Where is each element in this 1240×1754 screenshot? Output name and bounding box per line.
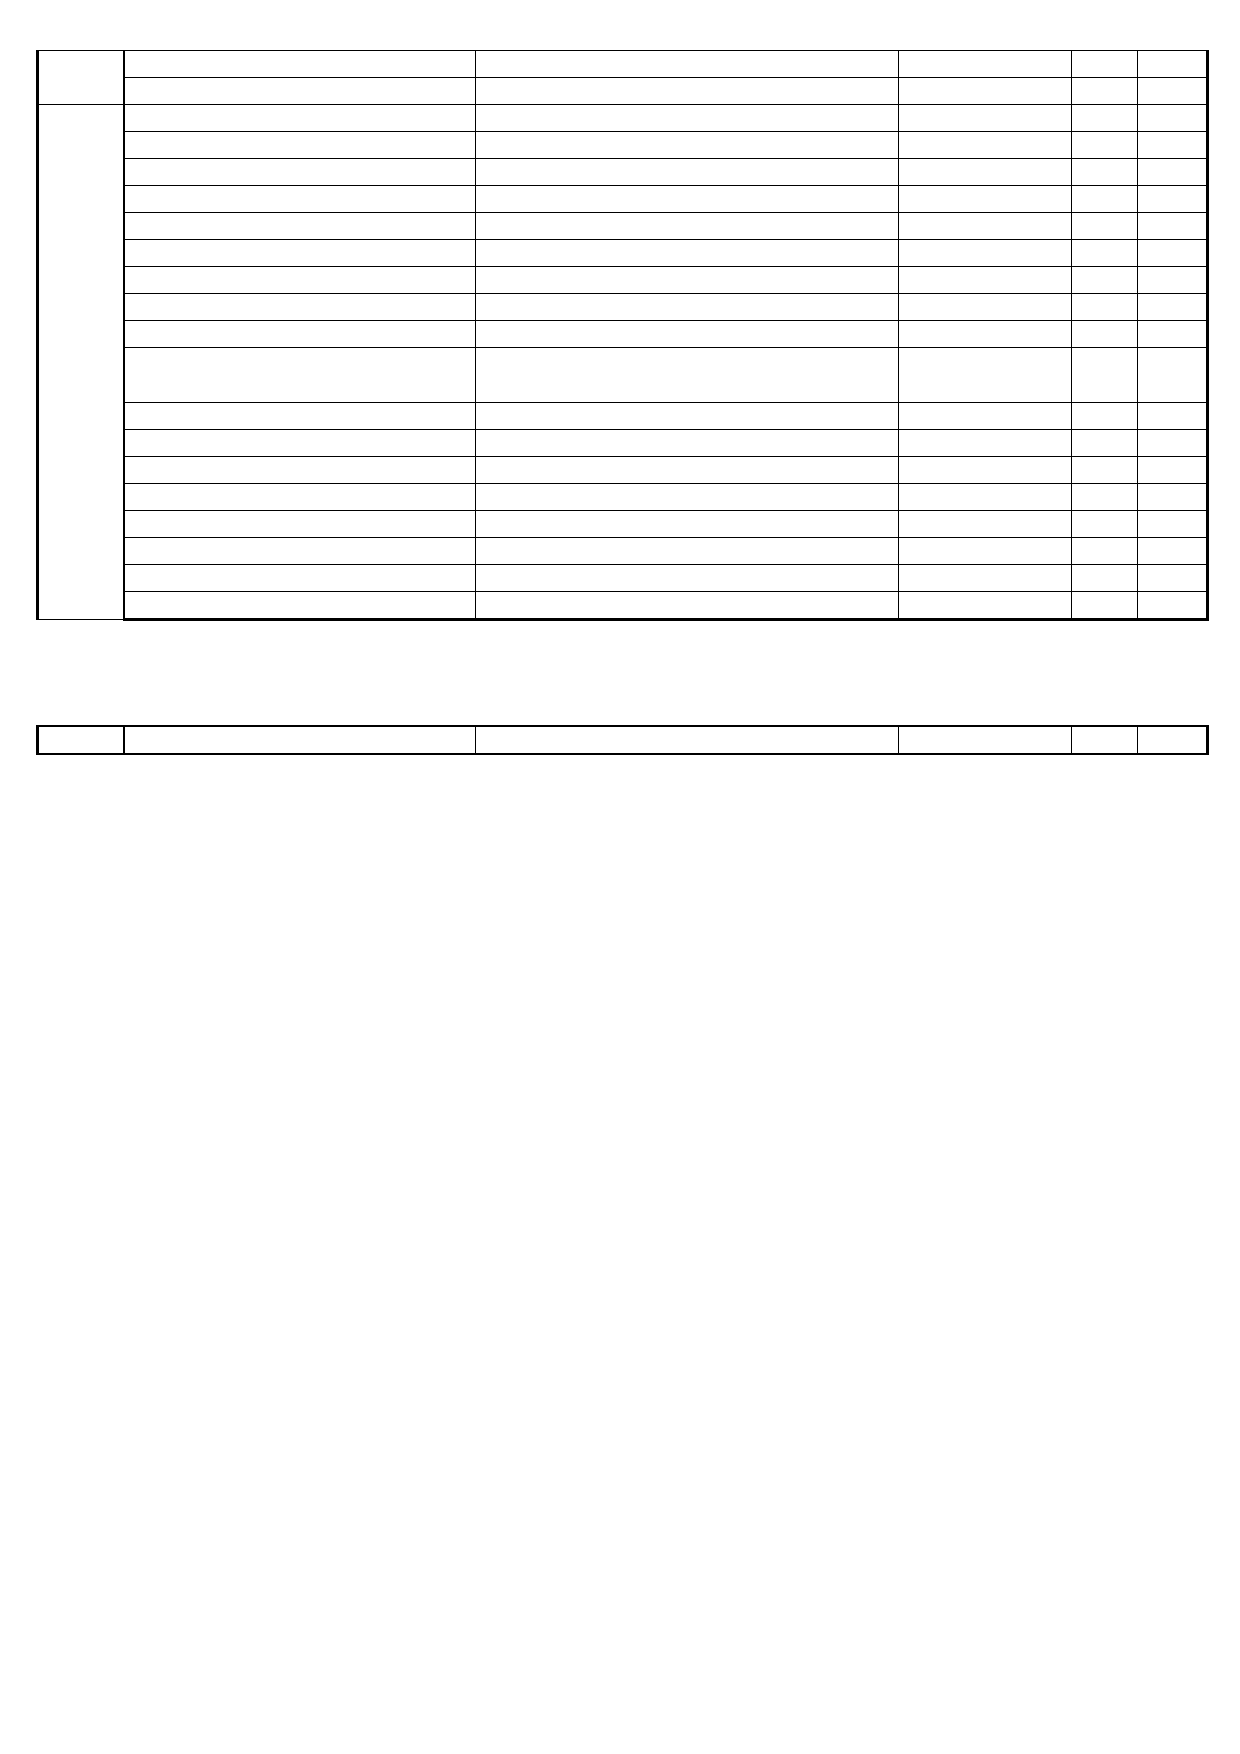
online-mark — [1138, 403, 1208, 430]
dealer-address — [476, 186, 899, 213]
dealer-address — [476, 538, 899, 565]
online-mark — [1138, 294, 1208, 321]
dealer-table-kaohsiung-east — [36, 725, 1209, 755]
dealer-phone — [899, 348, 1072, 403]
online-mark — [1138, 321, 1208, 348]
online-mark — [1138, 240, 1208, 267]
online-mark — [1138, 484, 1208, 511]
online-mark — [1138, 78, 1208, 105]
dealer-phone — [899, 105, 1072, 132]
dealer-name — [124, 592, 476, 620]
table-row — [38, 132, 1208, 159]
table-row — [38, 105, 1208, 132]
dealer-name — [124, 267, 476, 294]
online-mark — [1138, 457, 1208, 484]
dealer-phone — [899, 51, 1072, 78]
table-row — [38, 294, 1208, 321]
online-mark — [1138, 267, 1208, 294]
dealer-address — [476, 78, 899, 105]
dealer-name — [124, 78, 476, 105]
dealer-address — [476, 294, 899, 321]
dealer-name — [124, 565, 476, 592]
dealer-phone — [899, 511, 1072, 538]
header-phone — [899, 726, 1072, 754]
dealer-name — [124, 213, 476, 240]
store-mark — [1072, 348, 1138, 403]
dealer-table-body — [38, 51, 1208, 620]
store-mark — [1072, 51, 1138, 78]
table-row — [38, 511, 1208, 538]
store-mark — [1072, 565, 1138, 592]
online-mark — [1138, 159, 1208, 186]
table-row — [38, 565, 1208, 592]
dealer-phone — [899, 132, 1072, 159]
dealer-address — [476, 159, 899, 186]
table-row — [38, 78, 1208, 105]
dealer-address — [476, 484, 899, 511]
header-online — [1138, 726, 1208, 754]
store-mark — [1072, 484, 1138, 511]
store-mark — [1072, 592, 1138, 620]
dealer-phone — [899, 565, 1072, 592]
dealer-phone — [899, 267, 1072, 294]
dealer-phone — [899, 430, 1072, 457]
dealer-phone — [899, 294, 1072, 321]
online-mark — [1138, 132, 1208, 159]
dealer-phone — [899, 538, 1072, 565]
dealer-name — [124, 403, 476, 430]
dealer-name — [124, 105, 476, 132]
dealer-phone — [899, 159, 1072, 186]
dealer-address — [476, 51, 899, 78]
dealer-address — [476, 511, 899, 538]
dealer-name — [124, 51, 476, 78]
dealer-address — [476, 132, 899, 159]
table-row — [38, 538, 1208, 565]
dealer-name — [124, 159, 476, 186]
online-mark — [1138, 186, 1208, 213]
dealer-phone — [899, 240, 1072, 267]
dealer-name — [124, 348, 476, 403]
table-row — [38, 457, 1208, 484]
table-row — [38, 213, 1208, 240]
header-address — [476, 726, 899, 754]
dealer-name — [124, 240, 476, 267]
online-mark — [1138, 51, 1208, 78]
dealer-name — [124, 538, 476, 565]
store-mark — [1072, 240, 1138, 267]
store-mark — [1072, 321, 1138, 348]
dealer-address — [476, 403, 899, 430]
dealer-name — [124, 430, 476, 457]
table-row — [38, 430, 1208, 457]
dealer-name — [124, 294, 476, 321]
dealer-phone — [899, 592, 1072, 620]
dealer-name — [124, 186, 476, 213]
table-row — [38, 321, 1208, 348]
store-mark — [1072, 159, 1138, 186]
store-mark — [1072, 213, 1138, 240]
dealer-name — [124, 321, 476, 348]
store-mark — [1072, 430, 1138, 457]
dealer-address — [476, 240, 899, 267]
dealer-phone — [899, 457, 1072, 484]
store-mark — [1072, 403, 1138, 430]
region-cell — [38, 105, 124, 620]
online-mark — [1138, 213, 1208, 240]
store-mark — [1072, 105, 1138, 132]
dealer-phone — [899, 78, 1072, 105]
dealer-address — [476, 430, 899, 457]
online-mark — [1138, 348, 1208, 403]
table-row — [38, 51, 1208, 78]
dealer-address — [476, 105, 899, 132]
dealer-phone — [899, 484, 1072, 511]
dealer-table-tainan — [36, 50, 1209, 621]
dealer-name — [124, 457, 476, 484]
region-cell — [38, 51, 124, 105]
store-mark — [1072, 132, 1138, 159]
dealer-address — [476, 267, 899, 294]
online-mark — [1138, 592, 1208, 620]
store-mark — [1072, 511, 1138, 538]
store-mark — [1072, 78, 1138, 105]
header-area — [38, 726, 124, 754]
header-name — [124, 726, 476, 754]
table-row — [38, 159, 1208, 186]
table-row — [38, 186, 1208, 213]
online-mark — [1138, 511, 1208, 538]
online-mark — [1138, 430, 1208, 457]
dealer-phone — [899, 321, 1072, 348]
table-row — [38, 403, 1208, 430]
dealer-name — [124, 511, 476, 538]
table-row — [38, 267, 1208, 294]
dealer-phone — [899, 213, 1072, 240]
dealer-address — [476, 457, 899, 484]
header-store — [1072, 726, 1138, 754]
dealer-name — [124, 484, 476, 511]
store-mark — [1072, 538, 1138, 565]
dealer-name — [124, 132, 476, 159]
dealer-address — [476, 348, 899, 403]
online-mark — [1138, 538, 1208, 565]
table-row — [38, 484, 1208, 511]
table-row — [38, 240, 1208, 267]
table-row — [38, 592, 1208, 620]
store-mark — [1072, 294, 1138, 321]
dealer-address — [476, 592, 899, 620]
table-row — [38, 348, 1208, 403]
dealer-address — [476, 213, 899, 240]
online-mark — [1138, 565, 1208, 592]
store-mark — [1072, 267, 1138, 294]
dealer-phone — [899, 403, 1072, 430]
dealer-address — [476, 321, 899, 348]
dealer-phone — [899, 186, 1072, 213]
store-mark — [1072, 186, 1138, 213]
dealer-address — [476, 565, 899, 592]
store-mark — [1072, 457, 1138, 484]
online-mark — [1138, 105, 1208, 132]
header-row — [38, 726, 1208, 754]
